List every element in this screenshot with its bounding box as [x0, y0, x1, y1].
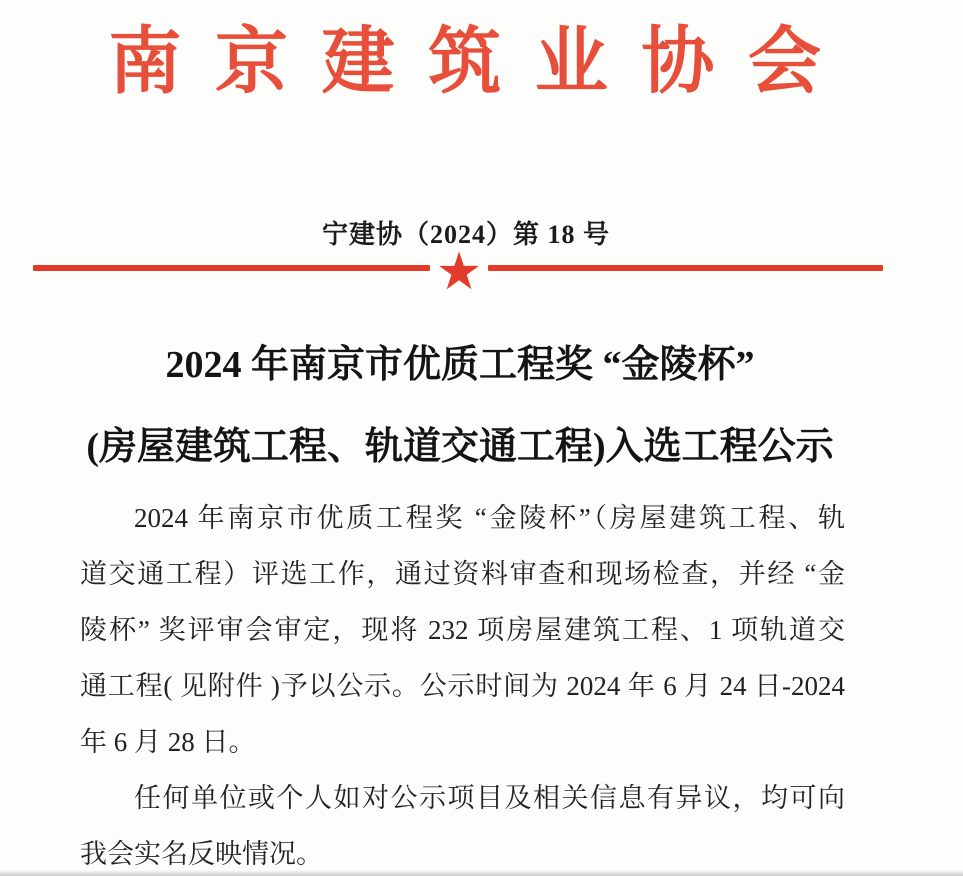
body-paragraph-1-line-5: 年 6 月 28 日。: [80, 727, 256, 757]
body-paragraph-2-line-2: 我会实名反映情况。: [80, 839, 323, 869]
red-rule-left: [33, 265, 430, 271]
body-paragraph-1-line-2: 道交通工程）评选工作，通过资料审查和现场检查，并经 “金: [80, 559, 845, 589]
body-paragraph-1-line-1: 2024 年南京市优质工程奖 “金陵杯”（房屋建筑工程、轨: [134, 503, 845, 533]
body-paragraph-2-line-1: 任何单位或个人如对公示项目及相关信息有异议，均可向: [134, 783, 845, 813]
body-paragraph-1-line-3: 陵杯” 奖评审会审定，现将 232 项房屋建筑工程、1 项轨道交: [80, 615, 845, 645]
doc-title-line-2: (房屋建筑工程、轨道交通工程)入选工程公示: [86, 426, 834, 468]
body-paragraph-1-line-4: 通工程( 见附件 )予以公示。公示时间为 2024 年 6 月 24 日-2024: [80, 671, 845, 701]
doc-title-line-1: 2024 年南京市优质工程奖 “金陵杯”: [165, 344, 755, 386]
doc-number: 宁建协（2024）第 18 号: [321, 220, 610, 249]
org-title: 南京建筑业协会: [108, 21, 855, 102]
red-rule-right: [488, 265, 883, 271]
document-body: [80, 490, 845, 876]
doc-title: [0, 324, 920, 488]
star-icon: ★: [435, 242, 483, 302]
